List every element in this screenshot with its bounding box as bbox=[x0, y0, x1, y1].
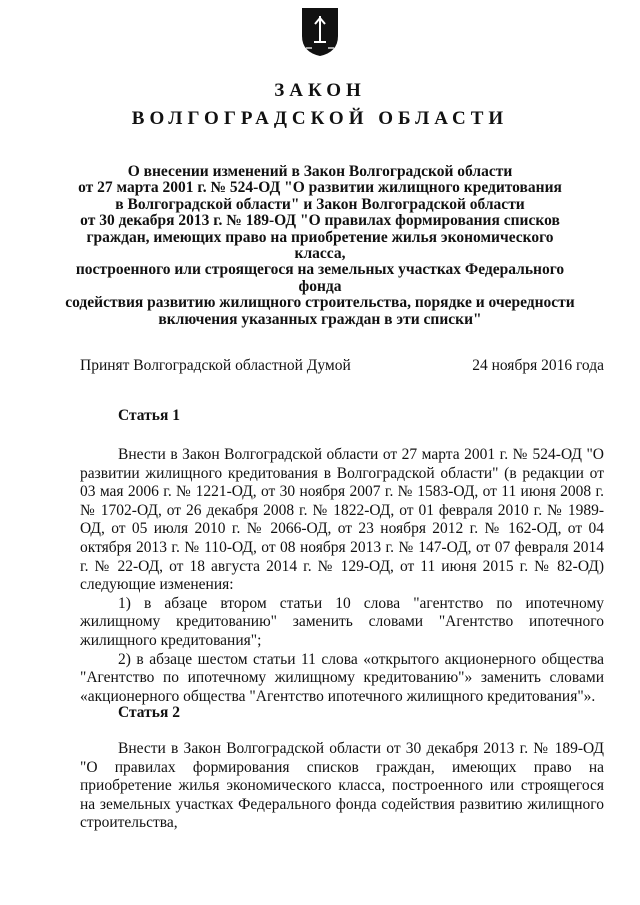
law-title: ЗАКОН bbox=[274, 80, 366, 101]
adoption-date: 24 ноября 2016 года bbox=[472, 357, 604, 374]
article-1-paragraph: Внести в Закон Волгоградской области от 27 марта 2001 г. № 524-ОД "О развитии жилищного кредитования в Волгоградской области" (в редакции от 03 мая 2006 г. № 1221-ОД, от 30 ноября 2007 г. № 1583-ОД, от 11 июня 2008 г. № 1702-ОД, от 26 декабря 2008 г. № 1822-ОД, от 01 февраля 2010 г. № 1989-ОД, от 05 июля 2010 г. № 2066-ОД, от 23 ноября 2012 г. № 162-ОД, от 04 октября 2013 г. № 110-ОД, от 08 ноября 2013 г. № 147-ОД, от 07 февраля 2014 г. № 22-ОД, от 18 августа 2014 г. № 129-ОД, от 11 июня 2015 г. № 82-ОД) следующие изменения: bbox=[80, 446, 604, 594]
subject-line: О внесении изменений в Закон Волгоградской области bbox=[127, 163, 513, 180]
subject-line: от 30 декабря 2013 г. № 189-ОД "О правилах формирования списков bbox=[80, 212, 560, 230]
subject-line: построенного или строящегося на земельных участках Федерального фонда bbox=[75, 261, 565, 295]
coat-of-arms-icon bbox=[300, 6, 340, 58]
subject-line: в Волгоградской области" и Закон Волгоградской области bbox=[115, 195, 525, 213]
article-1-body bbox=[80, 446, 604, 706]
article-2-body bbox=[80, 740, 604, 833]
article-1-heading: Статья 1 bbox=[118, 407, 180, 424]
subject-line: от 27 марта 2001 г. № 524-ОД "О развитии жилищного кредитования bbox=[78, 179, 562, 197]
subject-line: содействия развитию жилищного строительства, порядке и очередности bbox=[65, 294, 575, 312]
article-2-heading: Статья 2 bbox=[118, 704, 180, 721]
subject-line: включения указанных граждан в эти списки" bbox=[158, 310, 482, 328]
adoption-text: Принят Волгоградской областной Думой bbox=[80, 357, 351, 374]
article-1-item-2: 2) в абзаце шестом статьи 11 слова «открытого акционерного общества "Агентство по ипотечному жилищному кредитованию"» заменить словами «акционерного общества "Агентство ипотечного жилищного кредитования"». bbox=[80, 650, 604, 705]
adoption-line bbox=[80, 357, 604, 375]
article-2-paragraph: Внести в Закон Волгоградской области от 30 декабря 2013 г. № 189-ОД "О правилах формирования списков граждан, имеющих право на приобретение жилья экономического класса, построенного или строящегося на земельных участках Федерального фонда содействия развитию жилищного строительства, bbox=[80, 740, 604, 832]
law-subject bbox=[60, 164, 580, 328]
subject-line: граждан, имеющих право на приобретение жилья экономического класса, bbox=[86, 228, 554, 263]
article-1-item-1: 1) в абзаце втором статьи 10 слова "агентство по ипотечному жилищному кредитованию" заменить словами "Агентство ипотечного жилищного кредитования"; bbox=[80, 594, 604, 649]
region-title: ВОЛГОГРАДСКОЙ ОБЛАСТИ bbox=[131, 108, 509, 129]
